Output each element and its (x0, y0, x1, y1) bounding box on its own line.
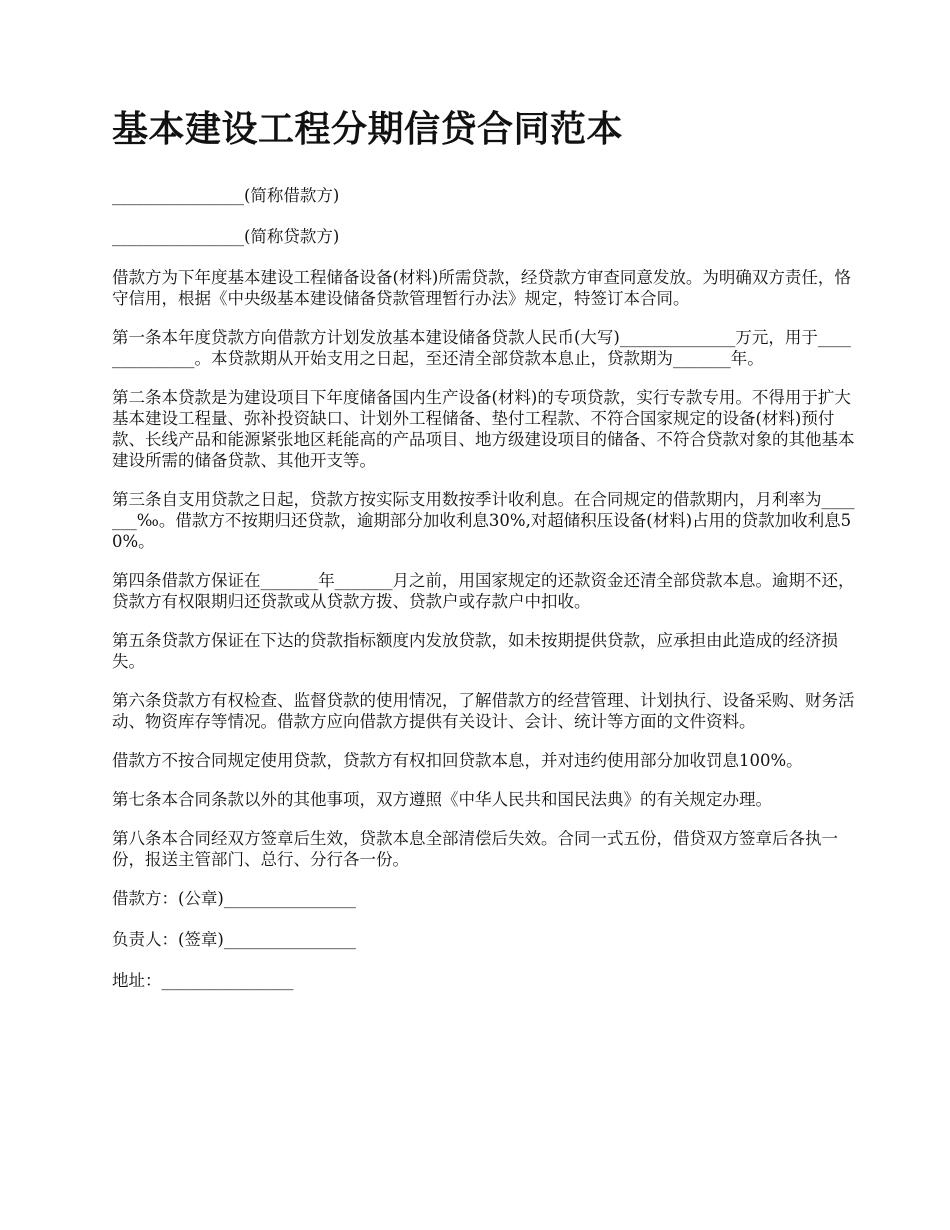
penalty-paragraph: 借款方不按合同规定使用贷款，贷款方有权扣回贷款本息，并对违约使用部分加收罚息100%。 (112, 751, 803, 771)
document-title: 基本建设工程分期信贷合同范本 (112, 108, 624, 150)
article-3-paragraph: 第三条自支用贷款之日起，贷款方按实际支用数按季计收利息。在合同规定的借款期内，月利率为_______‰。借款方不按期归还贷款，逾期部分加收利息30%,对超储积压设备(材料)占用的贷款加收利息50%。 (112, 490, 855, 552)
address-line: 地址：________________ (112, 971, 294, 991)
article-4-paragraph: 第四条借款方保证在_______年_______月之前，用国家规定的还款资金还清全部贷款本息。逾期不还，贷款方有权限期归还贷款或从贷款方拨、贷款户或存款户中扣收。 (112, 571, 855, 612)
borrower-seal-line: 借款方：(公章)________________ (112, 889, 356, 909)
article-8-paragraph: 第八条本合同经双方签章后生效，贷款本息全部清偿后失效。合同一式五份，借贷双方签章后各执一份，报送主管部门、总行、分行各一份。 (112, 829, 838, 870)
lender-name-line: ________________(简称贷款方) (112, 227, 340, 247)
article-5-paragraph: 第五条贷款方保证在下达的贷款指标额度内发放贷款，如未按期提供贷款，应承担由此造成的经济损失。 (112, 631, 838, 672)
borrower-name-line: ________________(简称借款方) (112, 186, 340, 206)
preamble-paragraph: 借款方为下年度基本建设工程储备设备(材料)所需贷款，经贷款方审查同意发放。为明确双方责任，恪守信用，根据《中央级基本建设储备贷款管理暂行办法》规定，特签订本合同。 (112, 268, 851, 309)
article-7-paragraph: 第七条本合同条款以外的其他事项，双方遵照《中华人民共和国民法典》的有关规定办理。 (112, 790, 772, 810)
responsible-person-signature-line: 负责人：(签章)________________ (112, 930, 356, 950)
document-page (112, 108, 857, 1011)
article-2-paragraph: 第二条本贷款是为建设项目下年度储备国内生产设备(材料)的专项贷款，实行专款专用。不得用于扩大基本建设工程量、弥补投资缺口、计划外工程储备、垫付工程款、不符合国家规定的设备(材料)预付款、长线产品和能源紧张地区耗能高的产品项目、地方级建设项目的储备、不符合贷款对象的其他基本建设所需的储备贷款、其他开支等。 (112, 388, 855, 471)
article-1-paragraph: 第一条本年度贷款方向借款方计划发放基本建设储备贷款人民币(大写)______________万元，用于______________。本贷款期从开始支用之日起，至还清全部贷款本息止，贷款期为_______年。 (112, 328, 851, 369)
article-6-paragraph: 第六条贷款方有权检查、监督贷款的使用情况，了解借款方的经营管理、计划执行、设备采购、财务活动、物资库存等情况。借款方应向借款方提供有关设计、会计、统计等方面的文件资料。 (112, 691, 855, 732)
